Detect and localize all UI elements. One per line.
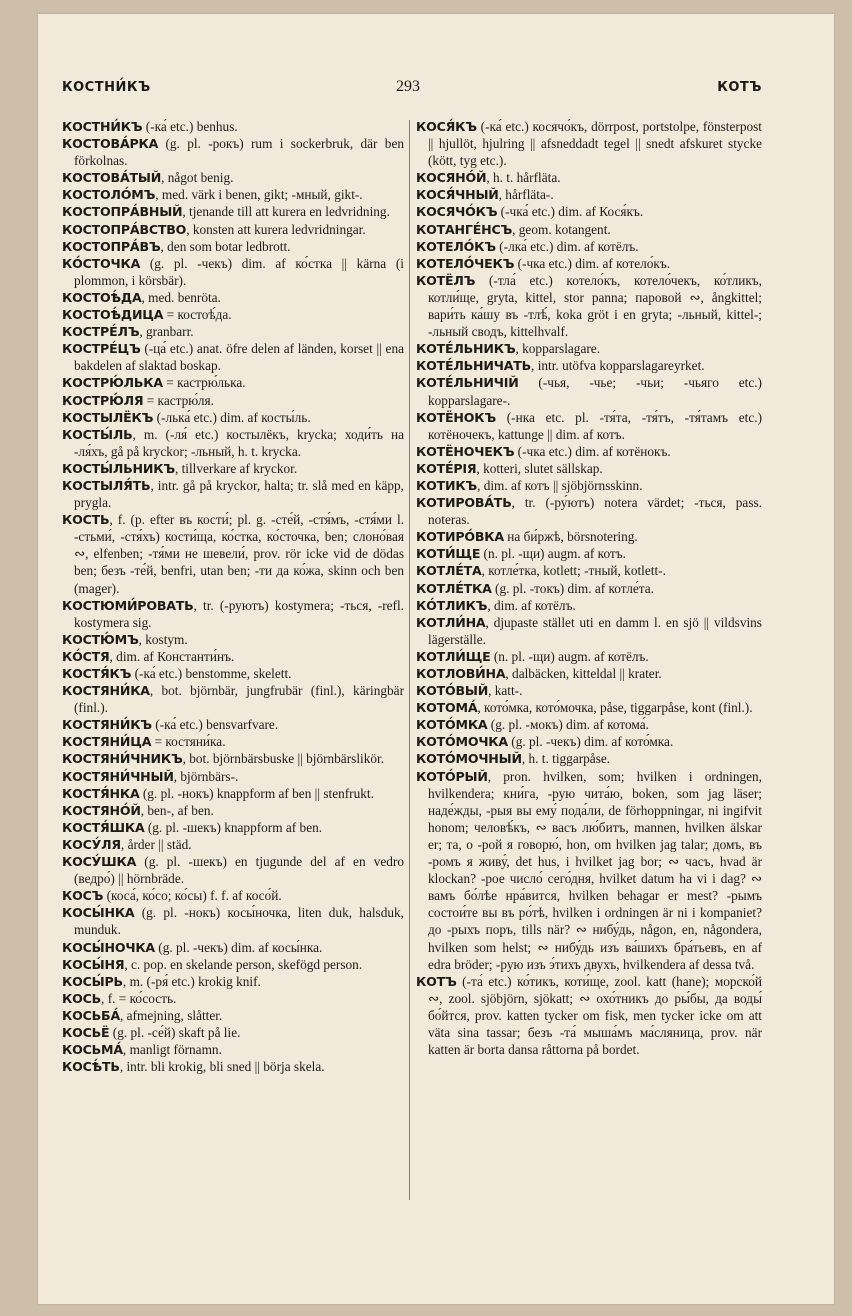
dictionary-entry: [416, 614, 762, 648]
entry-definition: , bot. björnbärsbuske || björnbärslikör.: [182, 751, 385, 767]
entry-headword: КОТОМА́: [416, 700, 478, 716]
entry-headword: КОТЕ́ЛЬНИЧАТЬ: [416, 358, 532, 374]
entry-headword: КОСТРЕ́ЦЪ: [62, 341, 141, 357]
entry-definition: (-ка́ etc.) bensvarfvare.: [151, 717, 279, 733]
entry-definition: (-тла́ etc.) котело́къ, котело́чекъ, ко́тликъ, котли́ще, gryta, kittel, stor panna; паровой ∾, ångkittel; вари́ть ка́шу въ -тлѣ́, koka gröt i en gryta; -льный, kittel-; -льный сводъ, kittelhvalf.: [428, 272, 762, 340]
entry-headword: КОТЕЛО́КЪ: [416, 238, 496, 254]
dictionary-entry: [416, 973, 762, 1058]
dictionary-entry: [62, 238, 404, 255]
entry-headword: КОСТЯНИ́ЦА: [62, 734, 152, 750]
entry-headword: КОТЕЛО́ЧЕКЪ: [416, 255, 515, 271]
entry-definition: , geom. kotangent.: [512, 221, 611, 237]
entry-definition: , dim. af котъ || sjöbjörnsskinn.: [477, 477, 643, 493]
dictionary-entry: [62, 990, 404, 1007]
entry-definition: (-лка́ etc.) dim. af котёлъ.: [495, 238, 639, 254]
entry-headword: КОТЛЕ́ТКА: [416, 580, 492, 596]
entry-headword: КОСЫ́НКА: [62, 905, 135, 921]
dictionary-entry: [416, 665, 762, 682]
entry-definition: , h. t. tiggarpåse.: [521, 751, 611, 767]
running-head-left: КОСТНИ́КЪ: [62, 80, 151, 95]
dictionary-entry: [416, 699, 762, 716]
dictionary-entry: [62, 973, 404, 990]
dictionary-entry: [62, 631, 404, 648]
entry-definition: , med. benröta.: [141, 289, 221, 305]
entry-definition: , m. (-ля́ etc.) костылёкъ, krycka; ходи́ть на -ля́хъ, gå på kryckor; -льный, h. t. krycka.: [74, 426, 404, 459]
entry-definition: на би́ржѣ, börsnotering.: [503, 529, 638, 545]
entry-headword: КОСТЫЛЁКЪ: [62, 409, 154, 425]
dictionary-entry: [62, 511, 404, 596]
entry-definition: (-ка́ etc.) benstomme, skelett.: [131, 666, 292, 681]
entry-definition: , katt-.: [488, 683, 523, 699]
entry-definition: = костоѣ́да.: [163, 307, 232, 323]
entry-headword: КОСТОПРА́ВЪ: [62, 238, 161, 254]
entry-headword: КОСТЯНИ́ЧНИКЪ: [62, 751, 183, 767]
entry-definition: , котле́тка, kotlett; -тный, kotlett-.: [481, 563, 666, 579]
entry-definition: , hårfläta-.: [498, 187, 554, 203]
entry-headword: КО́СТЯ: [62, 648, 110, 664]
entry-headword: КОСТЫ́ЛЬ: [62, 426, 133, 442]
dictionary-entry: [62, 836, 404, 853]
dictionary-entry: [416, 255, 762, 272]
entry-headword: КОТИКЪ: [416, 477, 478, 493]
entry-definition: , intr. bli krokig, bli sned || börja skela.: [119, 1059, 325, 1075]
dictionary-entry: [62, 716, 404, 733]
dictionary-entry: [62, 939, 404, 956]
entry-definition: (-чка etc.) dim. af котёнокъ.: [514, 443, 671, 459]
dictionary-entry: [62, 477, 404, 511]
entry-definition: (коса́, ко́со; ко́сы) f. f. af косо́й.: [103, 888, 282, 904]
entry-definition: (g. pl. -нокъ) knappform af ben || stenfrukt.: [139, 785, 374, 801]
dictionary-entry: [416, 716, 762, 733]
dictionary-entry: [416, 733, 762, 750]
entry-headword: КОТИРО́ВКА: [416, 529, 504, 545]
dictionary-entry: [416, 682, 762, 699]
entry-headword: КОСЬЁ: [62, 1024, 110, 1040]
entry-headword: КОСТЯ́КЪ: [62, 666, 132, 681]
entry-headword: КОСТРЮ́ЛЯ: [62, 392, 144, 408]
dictionary-entry: [416, 580, 762, 597]
entry-definition: , dim. af котёлъ.: [487, 597, 576, 613]
dictionary-entry: [416, 494, 762, 528]
entry-headword: КОТЪ: [416, 973, 457, 989]
entry-headword: КО́СТОЧКА: [62, 255, 141, 271]
dictionary-entry: [62, 665, 404, 682]
dictionary-entry: [62, 819, 404, 836]
entry-headword: КОСТЯНИ́КА: [62, 683, 150, 699]
entry-headword: КОСТЯНИ́КЪ: [62, 717, 152, 733]
entry-definition: , tjenande till att kurera en ledvridning.: [182, 204, 390, 220]
dictionary-entry: [416, 374, 762, 408]
dictionary-entry: [416, 221, 762, 238]
dictionary-entry: [62, 648, 404, 665]
entry-headword: КОТЕ́ЛЬНИЧІЙ: [416, 375, 519, 391]
right-column: [416, 118, 762, 1058]
entry-definition: , något benig.: [161, 170, 234, 186]
entry-definition: , m. (-ря́ etc.) krokig knif.: [122, 973, 261, 989]
entry-definition: (g. pl. -чекъ) dim. af ко́стка || kärna (i plommon, i körsbär).: [74, 255, 404, 288]
entry-definition: (n. pl. -щи) augm. af котъ.: [480, 546, 626, 562]
entry-headword: КОСЯ́КЪ: [416, 119, 477, 134]
dictionary-entry: [416, 545, 762, 562]
dictionary-entry: [416, 768, 762, 973]
dictionary-entry: [62, 221, 404, 238]
entry-definition: , granbarr.: [139, 324, 194, 340]
entry-definition: (-нка etc. pl. -тя́та, -тя́тъ, -тя́тамъ etc.) котёночекъ, kattunge || dim. af котъ.: [428, 409, 762, 442]
entry-definition: , björnbärs-.: [173, 768, 239, 784]
dictionary-entry: [62, 186, 404, 203]
entry-definition: (g. pl. -рокъ) rum i sockerbruk, där ben förkolnas.: [74, 136, 404, 169]
entry-headword: КОСЪ: [62, 888, 104, 904]
entry-definition: , pron. hvilken, som; hvilken i ordningen, hvilkendera; кни́га, -рую чита́ю, boken, som jag läser; наде́жды, -рыя вы ему́ пода́ли, de förhoppningar, ni ingifvit honom; человѣ́къ, ∾ васъ лю́битъ, mannen, hvilken älskar er; та, о -рой я говорю́, hon, om hvilken jag talar; домъ, въ -ромъ я живу́, det hus, i hvilket jag bor; ∾ часъ, hvad är klockan? -рое число́ сего́дня, hvilket datum ha vi i dag? ∾ вамъ бо́лѣе нра́вится, hvilken behagar er mest? -рымъ состои́те вы въ ро́тѣ, hvilken i ordningen är ni i kompaniet? до -рыхъ поръ, tills när? ∾ нибу́дь, någon, en, någondera, hvilken som helst; ∾ нибу́дь изъ ва́шихъ бра́тьевъ, en af edra bröder; -рую изъ э́тихъ двухъ, hvilkendera af dessa två.: [428, 768, 762, 972]
entry-definition: , kostym.: [138, 631, 188, 647]
dictionary-entry: [62, 169, 404, 186]
entry-headword: КОТЛИ́НА: [416, 614, 486, 630]
entry-definition: , intr. utöfva kopparslagareyrket.: [531, 358, 705, 374]
entry-headword: КОТО́МОЧКА: [416, 734, 508, 750]
entry-headword: КОСТЯНО́Й: [62, 802, 141, 818]
entry-definition: , med. värk i benen, gikt; -мный, gikt-.: [155, 187, 363, 203]
entry-definition: (-ка́ etc.) косячо́къ, dörrpost, portstolpe, fönsterpost || hjullöt, hjulring || afsneddadt tegel || snedt afskuret stycke (kött, tyg etc.).: [428, 119, 762, 169]
entry-headword: КОСТОВА́РКА: [62, 136, 159, 152]
dictionary-entry: [62, 904, 404, 938]
entry-headword: КОСТЫ́ЛЬНИКЪ: [62, 460, 175, 476]
entry-definition: , dim. af Константи́нъ.: [109, 648, 235, 664]
entry-headword: КОТЕ́РІЯ: [416, 460, 477, 476]
dictionary-entry: [416, 238, 762, 255]
dictionary-entry: [62, 340, 404, 374]
dictionary-entry: [62, 887, 404, 904]
dictionary-entry: [416, 562, 762, 579]
entry-definition: , afmejning, slåtter.: [120, 1007, 223, 1023]
entry-headword: КОСЯЧО́КЪ: [416, 204, 498, 220]
entry-headword: КОСТЮ́МЪ: [62, 631, 139, 647]
entry-definition: , kopparslagare.: [515, 341, 601, 357]
entry-headword: КОСУ́ЛЯ: [62, 836, 121, 852]
dictionary-entry: [416, 750, 762, 767]
dictionary-entry: [416, 648, 762, 665]
entry-headword: КОТО́МКА: [416, 717, 488, 733]
entry-headword: КОТАНГЕ́НСЪ: [416, 221, 513, 237]
entry-definition: (g. pl. -шекъ) en tjugunde del af en vedro (ведро́) || hörnbräde.: [74, 854, 404, 887]
entry-headword: КОСТЯ́НКА: [62, 785, 140, 801]
entry-headword: КОСТЯНИ́ЧНЫЙ: [62, 768, 174, 784]
entry-definition: , f. = ко́сость.: [101, 990, 177, 1006]
entry-headword: КОСТОПРА́ВНЫЙ: [62, 204, 183, 220]
dictionary-entry: [416, 597, 762, 614]
entry-definition: (-чья, -чье; -чьи; -чьяго etc.) kopparslagare-.: [428, 375, 762, 408]
entry-headword: КОСТОВА́ТЫЙ: [62, 170, 162, 186]
dictionary-entry: [62, 956, 404, 973]
entry-headword: КОТИ́ЩЕ: [416, 546, 481, 562]
dictionary-entry: [62, 682, 404, 716]
dictionary-entry: [62, 426, 404, 460]
entry-headword: КОСѢ́ТЬ: [62, 1059, 120, 1075]
dictionary-entry: [416, 528, 762, 545]
page-number: 293: [396, 78, 420, 95]
dictionary-entry: [62, 785, 404, 802]
entry-headword: КОСТРЕ́ЛЪ: [62, 324, 140, 340]
entry-definition: , den som botar ledbrott.: [160, 238, 291, 254]
entry-definition: (g. pl. -чекъ) dim. af кото́мка.: [507, 734, 674, 750]
entry-headword: КОСТОѢ́ДИЦА: [62, 307, 164, 323]
entry-headword: КОСТЮМИ́РОВАТЬ: [62, 597, 194, 613]
entry-headword: КОТО́ВЫЙ: [416, 683, 489, 699]
entry-headword: КОСТОПРА́ВСТВО: [62, 221, 187, 237]
entry-definition: , djupaste stället uti en damm l. en sjö || vildsvins lägerställe.: [428, 614, 762, 647]
dictionary-entry: [62, 289, 404, 306]
entry-definition: , h. t. hårfläta.: [486, 170, 561, 186]
entry-headword: КОСЫ́НОЧКА: [62, 939, 155, 955]
dictionary-entry: [62, 768, 404, 785]
dictionary-entry: [416, 340, 762, 357]
entry-headword: КОСЫ́РЬ: [62, 973, 123, 989]
entry-headword: КОТЁНОКЪ: [416, 409, 496, 425]
dictionary-entry: [62, 374, 404, 391]
entry-headword: КОСТОѢ́ДА: [62, 289, 142, 305]
dictionary-entry: [62, 135, 404, 169]
entry-headword: КОСТНИ́КЪ: [62, 119, 143, 134]
running-head-right: КОТЪ: [717, 80, 762, 95]
dictionary-entry: [416, 186, 762, 203]
dictionary-entry: [416, 118, 762, 169]
entry-headword: КОСУ́ШКА: [62, 854, 137, 870]
entry-definition: (-чка etc.) dim. af котело́къ.: [514, 255, 671, 271]
entry-definition: , kotteri, slutet sällskap.: [476, 460, 603, 476]
dictionary-entry: [62, 853, 404, 887]
dictionary-entry: [416, 443, 762, 460]
left-column: [62, 118, 404, 1075]
entry-headword: КОСТЬ: [62, 512, 110, 528]
entry-headword: КОТЛЕ́ТА: [416, 563, 482, 579]
entry-headword: КОТИРОВА́ТЬ: [416, 495, 512, 511]
entry-headword: КОТЛОВИ́НА: [416, 666, 506, 681]
entry-definition: (-чка́ etc.) dim. af Кося́къ.: [497, 204, 644, 220]
entry-headword: КОТЁНОЧЕКЪ: [416, 443, 515, 459]
entry-definition: , tr. (-ру́ютъ) notera värdet; -ться, pass. noteras.: [428, 495, 762, 528]
dictionary-entry: [62, 460, 404, 477]
dictionary-entry: [62, 733, 404, 750]
dictionary-entry: [416, 460, 762, 477]
entry-headword: КОСТРЮ́ЛЬКА: [62, 375, 163, 391]
dictionary-entry: [62, 255, 404, 289]
entry-headword: КОТО́РЫЙ: [416, 768, 488, 784]
dictionary-entry: [62, 1041, 404, 1058]
dictionary-entry: [416, 272, 762, 340]
entry-headword: КОСЯНО́Й: [416, 170, 487, 186]
dictionary-entry: [62, 597, 404, 631]
entry-headword: КО́ТЛИКЪ: [416, 597, 488, 613]
entry-definition: = кастрю́лька.: [162, 375, 246, 391]
dictionary-entry: [62, 306, 404, 323]
entry-definition: , f. (p. efter въ кости́; pl. g. -сте́й, -стя́мъ, -стя́ми l. -стьми́, -стя́хъ) кости́ща, ко́стка, ко́сточка, ben; слоно́вая ∾, elfenben; -тя́ми не шевели́, prov. rör icke vid de dödas ben; безъ -те́й, benfri, utan ben; -ти да ко́жа, skinn och ben (mager).: [74, 512, 404, 596]
column-divider: [409, 120, 410, 1200]
dictionary-entry: [416, 409, 762, 443]
dictionary-entry: [62, 118, 404, 135]
entry-definition: = кастрю́ля.: [143, 392, 214, 408]
entry-definition: (g. pl. -чекъ) dim. af косы́нка.: [154, 939, 323, 955]
entry-definition: , konsten att kurera ledvridningar.: [186, 221, 366, 237]
entry-definition: , manligt förnamn.: [122, 1042, 222, 1058]
entry-headword: КОСТЫЛЯ́ТЬ: [62, 477, 151, 493]
entry-definition: (g. pl. -нокъ) косы́ночка, liten duk, halsduk, munduk.: [74, 905, 404, 938]
entry-definition: , dalbäcken, kitteldal || krater.: [505, 666, 662, 681]
entry-headword: КОСЫ́НЯ: [62, 956, 125, 972]
entry-headword: КОСТЯ́ШКА: [62, 819, 145, 835]
entry-definition: = костяни́ка.: [151, 734, 226, 750]
dictionary-entry: [62, 802, 404, 819]
dictionary-entry: [62, 1007, 404, 1024]
dictionary-entry: [416, 477, 762, 494]
dictionary-entry: [62, 1058, 404, 1075]
entry-headword: КОСТОЛО́МЪ: [62, 187, 156, 203]
entry-definition: , ben-, af ben.: [140, 802, 214, 818]
entry-definition: (g. pl. -мокъ) dim. af котома́.: [487, 717, 649, 733]
entry-definition: (g. pl. -шекъ) knappform af ben.: [144, 819, 323, 835]
entry-definition: (-ца́ etc.) anat. öfre delen af länden, korset || ena bakdelen af slaktad boskap.: [74, 341, 404, 374]
dictionary-entry: [62, 409, 404, 426]
entry-definition: (-ка́ etc.) benhus.: [142, 119, 238, 134]
dictionary-entry: [62, 1024, 404, 1041]
entry-definition: (-та́ etc.) ко́тикъ, коти́ще, zool. katt (hane); морско́й ∾, zool. sjöbjörn, sjökatt; ∾ охо́тникъ до ры́бы, да воды́ бо́йтся, prov. katten tycker om fisk, men tycker icke om att väta sina tassar; безъ -та́ мыша́мъ ма́сляница, prov. när katten är borta dansa råttorna på bordet.: [428, 973, 762, 1058]
entry-definition: , intr. gå på kryckor, halta; tr. slå med en käpp, prygla.: [74, 477, 404, 511]
entry-headword: КОСЬМА́: [62, 1042, 123, 1058]
entry-headword: КОТЛИ́ЩЕ: [416, 648, 491, 664]
dictionary-entry: [416, 169, 762, 186]
entry-headword: КОТЁЛЪ: [416, 272, 476, 288]
entry-definition: , c. pop. en skelande person, skefögd person.: [124, 956, 363, 972]
entry-definition: (n. pl. -щи) augm. af котёлъ.: [490, 648, 649, 664]
dictionary-entry: [416, 203, 762, 220]
entry-headword: КОСЬБА́: [62, 1007, 120, 1023]
entry-definition: , bot. björnbär, jungfrubär (finl.), käringbär (finl.).: [74, 683, 404, 716]
dictionary-entry: [62, 392, 404, 409]
entry-headword: КОСЯ́ЧНЫЙ: [416, 187, 499, 203]
entry-headword: КОСЬ: [62, 990, 102, 1006]
entry-headword: КОТЕ́ЛЬНИКЪ: [416, 341, 516, 357]
dictionary-entry: [416, 357, 762, 374]
entry-definition: (g. pl. -се́й) skaft på lie.: [109, 1024, 241, 1040]
dictionary-entry: [62, 750, 404, 767]
entry-headword: КОТО́МОЧНЫЙ: [416, 751, 522, 767]
entry-definition: , кото́мка, кото́мочка, påse, tiggarpåse, kont (finl.).: [477, 700, 753, 716]
entry-definition: (g. pl. -токъ) dim. af котле́та.: [491, 580, 654, 596]
dictionary-entry: [62, 203, 404, 220]
dictionary-entry: [62, 323, 404, 340]
entry-definition: , tr. (-руютъ) kostymera; -ться, -refl. kostymera sig.: [74, 597, 404, 630]
entry-definition: , årder || städ.: [120, 836, 192, 852]
entry-definition: , tillverkare af kryckor.: [174, 460, 298, 476]
entry-definition: (-лька́ etc.) dim. af косты́ль.: [153, 409, 311, 425]
